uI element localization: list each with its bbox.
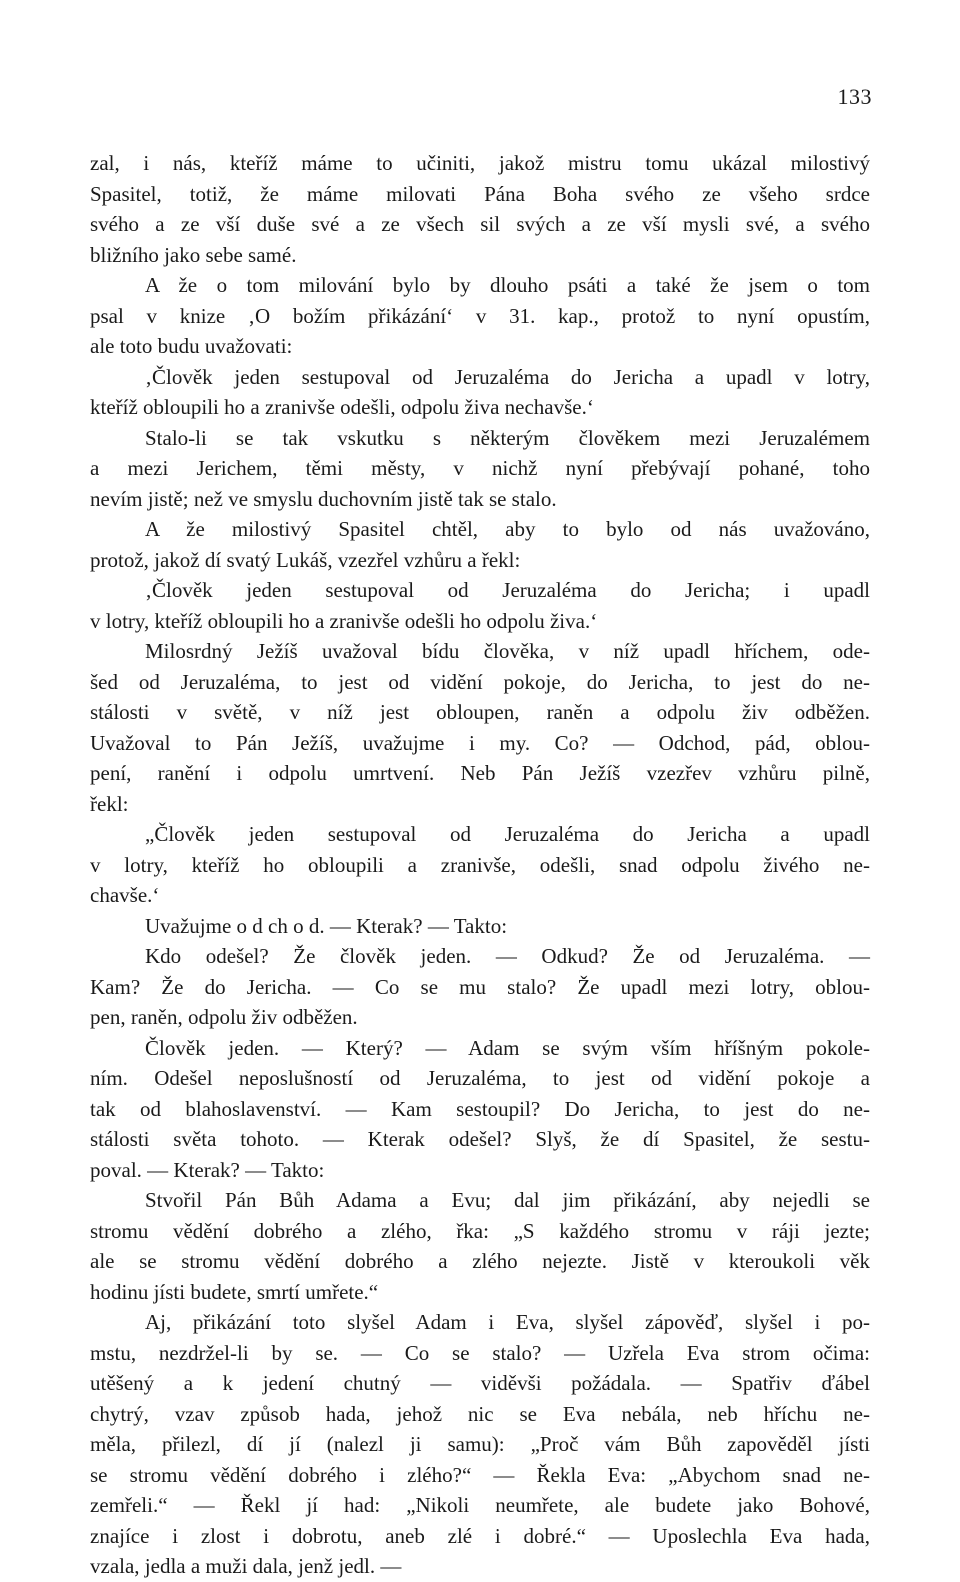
text-line: ale toto budu uvažovati: <box>90 334 293 358</box>
text-line: Člověk jeden. — Který? — Adam se svým vším hříšným pokole- <box>145 1035 870 1060</box>
text-line: svého a ze vší duše své a ze všech sil svých a ze vší mysli své, a svého <box>90 212 870 236</box>
text-line: psal v knize ‚O božím přikázání‘ v 31. kap., protož to nyní opustím, <box>90 303 870 328</box>
text-line: chavše.‘ <box>90 883 160 907</box>
text-line: kteříž obloupili ho a zranivše odešli, odpolu živa nechavše.‘ <box>90 395 594 419</box>
text-line: Spasitel, totiž, že máme milovati Pána Boha svého ze všeho srdce <box>90 181 870 206</box>
text-line: Uvažoval to Pán Ježíš, uvažujme i my. Co? — Odchod, pád, oblou- <box>90 730 870 755</box>
body-text <box>90 148 870 1582</box>
text-line: vzala, jedla a muži dala, jenž jedl. — <box>90 1554 402 1578</box>
text-line: pen, raněn, odpolu živ odběžen. <box>90 1005 358 1029</box>
text-line: zal, i nás, kteříž máme to učiniti, jakož mistru tomu ukázal milostivý <box>90 151 870 175</box>
text-line: pení, ranění i odpolu umrtvení. Neb Pán Ježíš vzezřev vzhůru pilně, <box>90 761 870 785</box>
text-line: mstu, nezdržel-li by se. — Co se stalo? — Uzřela Eva strom očima: <box>90 1340 870 1365</box>
text-line: stálosti světa tohoto. — Kterak odešel? Slyš, že dí Spasitel, že sestu- <box>90 1127 870 1151</box>
text-line: protož, jakož dí svatý Lukáš, vzezřel vzhůru a řekl: <box>90 547 521 572</box>
text-line: poval. — Kterak? — Takto: <box>90 1157 325 1182</box>
text-line: znajíce i zlost i dobrotu, aneb zlé i dobré.“ — Uposlechla Eva hada, <box>90 1523 870 1548</box>
text-line: tak od blahoslavenství. — Kam sestoupil? Do Jericha, to jest do ne- <box>90 1096 870 1121</box>
text-line: A že o tom milování bylo by dlouho psáti a také že jsem o tom <box>145 273 870 297</box>
text-line: Kdo odešel? Že člověk jeden. — Odkud? Že od Jeruzaléma. — <box>145 944 870 968</box>
text-line: měla, přilezl, dí jí (nalezl ji samu): „Proč vám Bůh zapověděl jísti <box>90 1432 870 1456</box>
text-line: řekl: <box>90 791 129 816</box>
text-line: stálosti v světě, v níž jest obloupen, raněn a odpolu živ odběžen. <box>90 700 870 724</box>
text-line: Stvořil Pán Bůh Adama a Evu; dal jim přikázání, aby nejedli se <box>145 1188 870 1212</box>
text-line: Stalo-li se tak vskutku s některým člověkem mezi Jeruzalémem <box>145 425 870 450</box>
text-line: v lotry, kteříž ho obloupili a zranivše, odešli, snad odpolu živého ne- <box>90 852 870 877</box>
page-number: 133 <box>837 84 872 109</box>
text-line: „Člověk jeden sestupoval od Jeruzaléma do Jericha a upadl <box>145 822 870 846</box>
text-line: v lotry, kteříž obloupili ho a zranivše odešli ho odpolu živa.‘ <box>90 608 598 633</box>
text-line: bližního jako sebe samé. <box>90 242 297 267</box>
text-line: zemřeli.“ — Řekl jí had: „Nikoli neumřete, ale budete jako Bohové, <box>90 1493 870 1517</box>
text-line: ním. Odešel neposlušností od Jeruzaléma, to jest od vidění pokoje a <box>90 1066 870 1090</box>
text-line: ‚Člověk jeden sestupoval od Jeruzaléma do Jericha; i upadl <box>145 578 870 602</box>
text-line: stromu vědění dobrého a zlého, řka: „S každého stromu v ráji jezte; <box>90 1218 870 1243</box>
text-line: se stromu vědění dobrého i zlého?“ — Řekla Eva: „Abychom snad ne- <box>90 1462 870 1487</box>
text-line: nevím jistě; než ve smyslu duchovním jistě tak se stalo. <box>90 486 557 511</box>
text-line: hodinu jísti budete, smrtí umřete.“ <box>90 1279 379 1304</box>
text-line: ‚Člověk jeden sestupoval od Jeruzaléma do Jericha a upadl v lotry, <box>145 364 870 389</box>
text-line: A že milostivý Spasitel chtěl, aby to bylo od nás uvažováno, <box>145 517 870 541</box>
text-line: a mezi Jerichem, těmi městy, v nichž nyní přebývají pohané, toho <box>90 456 870 480</box>
text-line: chytrý, vzav způsob hada, jehož nic se Eva nebála, neb hříchu ne- <box>90 1401 870 1426</box>
text-line: šed od Jeruzaléma, to jest od vidění pokoje, do Jericha, to jest do ne- <box>90 669 870 694</box>
text-line: Kam? Že do Jericha. — Co se mu stalo? Že upadl mezi lotry, oblou- <box>90 974 870 999</box>
text-line: ale se stromu vědění dobrého a zlého nejezte. Jistě v kteroukoli věk <box>90 1249 870 1273</box>
text-line: Uvažujme o d ch o d. — Kterak? — Takto: <box>145 913 508 938</box>
text-line: Aj, přikázání toto slyšel Adam i Eva, slyšel zápověď, slyšel i po- <box>145 1310 870 1334</box>
text-line: Milosrdný Ježíš uvažoval bídu člověka, v níž upadl hříchem, ode- <box>145 639 870 663</box>
text-line: utěšený a k jedení chutný — viděvši požádala. — Spatřiv ďábel <box>90 1371 870 1395</box>
